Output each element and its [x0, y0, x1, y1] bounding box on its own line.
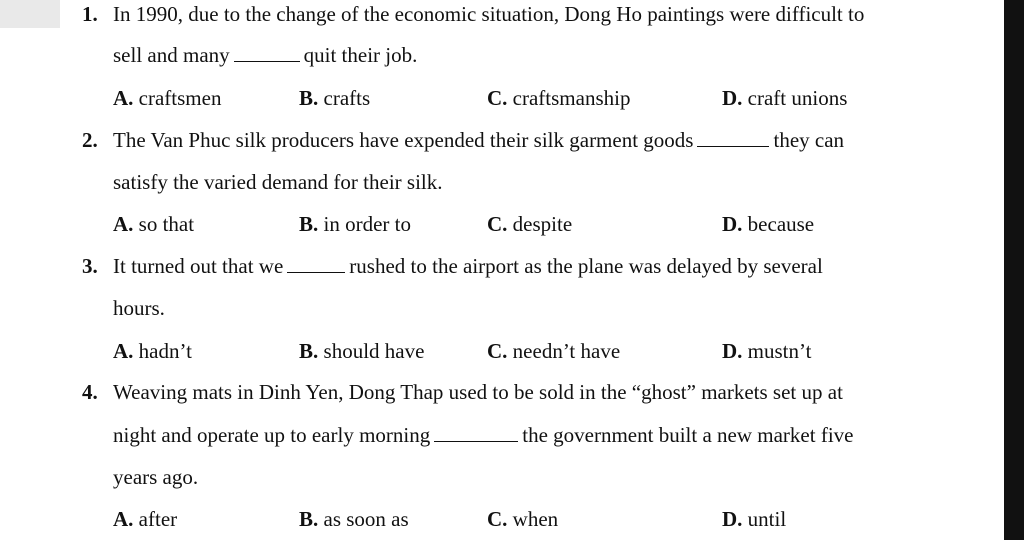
question-line: hours.	[113, 296, 165, 320]
option-d[interactable]: D. until	[722, 507, 787, 531]
option-b[interactable]: B. as soon as	[299, 507, 409, 531]
question-line: Weaving mats in Dinh Yen, Dong Thap used to be sold in the “ghost” markets set up at	[113, 380, 843, 404]
top-left-shade	[0, 0, 60, 28]
question-line: sell and many quit their job.	[113, 43, 418, 67]
answer-blank[interactable]	[234, 45, 300, 62]
option-a[interactable]: A. after	[113, 507, 178, 531]
question-line: years ago.	[113, 465, 199, 489]
question-line: satisfy the varied demand for their silk.	[113, 170, 443, 194]
question-line: night and operate up to early morning the government built a new market five	[113, 423, 854, 447]
option-b[interactable]: B. in order to	[299, 212, 411, 236]
option-d[interactable]: D. craft unions	[722, 86, 848, 110]
option-d[interactable]: D. mustn’t	[722, 339, 812, 363]
option-c[interactable]: C. needn’t have	[487, 339, 621, 363]
option-b[interactable]: B. crafts	[299, 86, 371, 110]
question-line: It turned out that we rushed to the airport as the plane was delayed by several	[113, 254, 823, 278]
option-a[interactable]: A. craftsmen	[113, 86, 222, 110]
answer-blank[interactable]	[434, 425, 518, 442]
worksheet-page: 1. In 1990, due to the change of the economic situation, Dong Ho paintings were difficult to sell and many quit their job. A. craftsmen B. crafts C. craftsmanship D. craft unions 2. The Van Phuc silk producers have expended their silk garment goods they can satisfy the varied demand for their silk. A. so that B. in order to C. despite D. because 3. It turned out that we rushed to the airport as the plane was delayed by several hours. A. hadn’t B. should have C. needn’t have D. mustn’t 4. Weaving mats in Dinh Yen, Dong Thap used to be sold in the “ghost” markets set up at night and operate up to early morning the government built a new market five years ago. A. after B. as soon as C. when D. until	[0, 0, 1004, 540]
option-b[interactable]: B. should have	[299, 339, 425, 363]
option-d[interactable]: D. because	[722, 212, 815, 236]
question-line: The Van Phuc silk producers have expended their silk garment goods they can	[113, 128, 845, 152]
option-c[interactable]: C. craftsmanship	[487, 86, 631, 110]
answer-blank[interactable]	[697, 130, 769, 147]
option-c[interactable]: C. despite	[487, 212, 573, 236]
option-c[interactable]: C. when	[487, 507, 559, 531]
option-a[interactable]: A. so that	[113, 212, 195, 236]
option-a[interactable]: A. hadn’t	[113, 339, 192, 363]
question-line: In 1990, due to the change of the economic situation, Dong Ho paintings were difficult to	[113, 2, 865, 26]
answer-blank[interactable]	[287, 256, 345, 273]
